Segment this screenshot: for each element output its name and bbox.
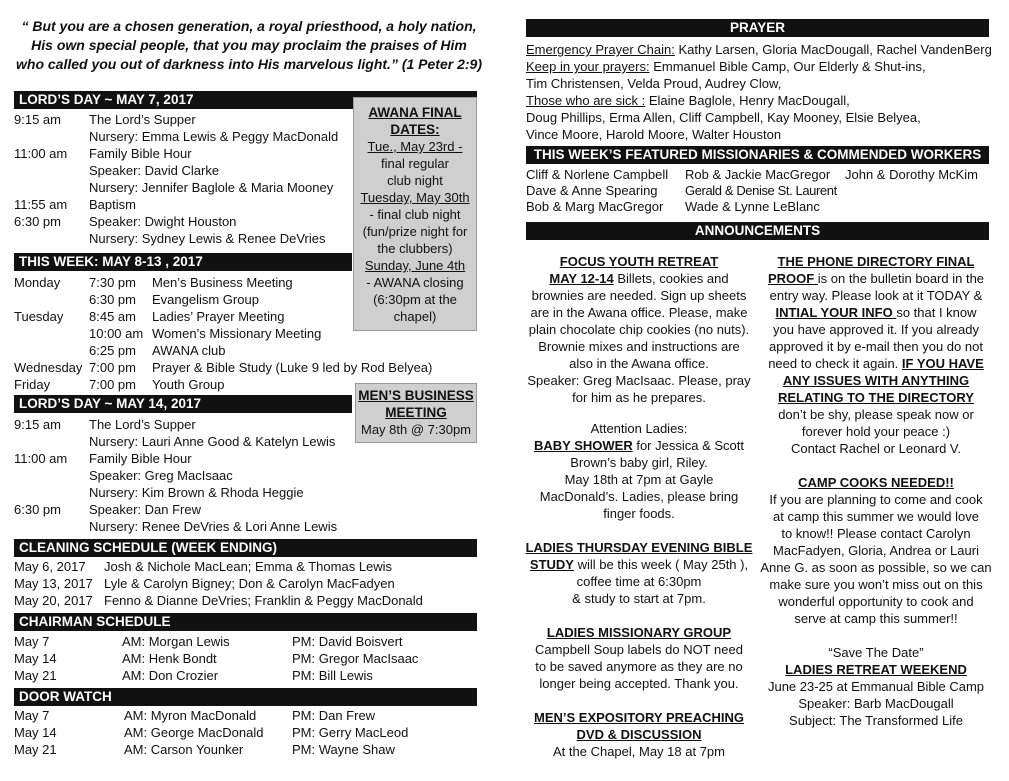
phone-directory-line: Contact Rachel or Leonard V. <box>790 441 962 456</box>
phone-directory-line: you have approved it. If you already <box>773 322 979 337</box>
baby-shower-line: May 18th at 7pm at Gayle <box>564 472 714 487</box>
missionary-name: John & Dorothy McKim <box>845 167 978 182</box>
phone-directory-text-3: so that I know <box>896 305 977 320</box>
chairman-header: CHAIRMAN SCHEDULE <box>14 613 477 631</box>
youth-retreat-line: brownies are needed. Sign up sheets <box>531 288 747 303</box>
door-watch-row-cell: AM: Myron MacDonald <box>124 708 257 723</box>
prayer-header: PRAYER <box>526 19 989 37</box>
awana-line: (fun/prize night for <box>362 224 468 239</box>
chairman-row-cell: AM: Morgan Lewis <box>122 634 230 649</box>
cleaning-row-cell: May 20, 2017 <box>14 593 93 608</box>
announcements-left-column <box>522 253 756 760</box>
prayer-line-3: Tim Christensen, Velda Proud, Audrey Clow, <box>526 76 782 91</box>
youth-retreat-line: also in the Awana office. <box>569 356 709 371</box>
phone-directory-line: approved it by e-mail then you do not <box>769 339 983 354</box>
baby-shower-text-1: for Jessica & Scott <box>632 438 744 453</box>
cleaning-header: CLEANING SCHEDULE (WEEK ENDING) <box>14 539 477 557</box>
schedule-row-cell: Nursery: Renee DeVries & Lori Anne Lewis <box>89 519 338 534</box>
phone-directory-line-2: entry way. Please look at it TODAY & <box>769 288 983 303</box>
schedule-row-cell: 9:15 am <box>14 417 61 432</box>
announcements-header: ANNOUNCEMENTS <box>526 222 989 240</box>
prayer-list <box>526 41 996 143</box>
schedule-row-cell: 11:00 am <box>14 146 68 161</box>
missionaries-header: THIS WEEK’S FEATURED MISSIONARIES & COMMENDED WORKERS <box>526 146 989 164</box>
door-watch-row-cell: May 14 <box>14 725 57 740</box>
ladies-retreat-lines <box>758 678 994 729</box>
schedule-row-cell: Speaker: Dan Frew <box>89 502 201 517</box>
phone-directory-bold-1: ANY ISSUES WITH ANYTHING <box>782 373 970 388</box>
phone-directory-initial: INTIAL YOUR INFO <box>775 305 897 320</box>
mens-meeting-time: May 8th @ 7:30pm <box>360 422 472 437</box>
spacer <box>522 607 756 624</box>
schedule-row-cell: The Lord’s Supper <box>89 112 196 127</box>
awana-line: - AWANA closing <box>366 275 464 290</box>
prayer-line-1 <box>526 41 996 58</box>
phone-directory-line: forever hold your peace :) <box>801 424 951 439</box>
baby-shower-lines <box>522 454 756 522</box>
ladies-missionary-title: LADIES MISSIONARY GROUP <box>546 625 732 640</box>
youth-retreat-date: MAY 12-14 <box>549 271 614 286</box>
camp-cooks-line: If you are planning to come and cook <box>769 492 983 507</box>
cleaning-row-cell: Fenno & Dianne DeVries; Franklin & Peggy MacDonald <box>104 593 423 608</box>
ladies-study-line: & study to start at 7pm. <box>572 591 706 606</box>
camp-cooks-line: at camp this summer we would love <box>773 509 979 524</box>
camp-cooks-line: to know!! Please contact Carolyn <box>781 526 971 541</box>
ladies-study-title-2: STUDY <box>529 557 574 572</box>
chairman-row-cell: AM: Don Crozier <box>122 668 219 683</box>
missionary-name: Bob & Marg MacGregor <box>526 199 664 214</box>
schedule-row-cell: Prayer & Bible Study (Luke 9 led by Rod Belyea) <box>152 360 433 375</box>
phone-directory-tail <box>758 406 994 457</box>
scripture-quote <box>14 17 484 74</box>
schedule-row-cell: Speaker: Dwight Houston <box>89 214 237 229</box>
ladies-retreat-title: LADIES RETREAT WEEKEND <box>785 662 967 677</box>
ladies-study-lines <box>522 573 756 607</box>
schedule-row-cell: 11:00 am <box>14 451 68 466</box>
schedule-row-cell: Nursery: Sydney Lewis & Renee DeVries <box>89 231 326 246</box>
camp-cooks-line: MacFadyen, Gloria, Andrea or Lauri <box>773 543 979 558</box>
schedule-row-cell: Men’s Business Meeting <box>152 275 293 290</box>
phone-directory-line: don’t be shy, please speak now or <box>778 407 974 422</box>
ladies-retreat-line: June 23-25 at Emmanual Bible Camp <box>767 679 985 694</box>
quote-line-1: “ But you are a chosen generation, a royal priesthood, a holy nation, <box>21 18 477 34</box>
ladies-study-line-1 <box>522 556 756 573</box>
chairman-row-cell: May 21 <box>14 668 57 683</box>
awana-line: Sunday, June 4th <box>364 258 466 273</box>
quote-line-2: His own special people, that you may proclaim the praises of Him <box>31 37 467 53</box>
schedule-row-cell: Family Bible Hour <box>89 451 192 466</box>
door-watch-row-cell: PM: Wayne Shaw <box>292 742 395 757</box>
chairman-row-cell: PM: Gregor MacIsaac <box>292 651 419 666</box>
awana-line: - final club night <box>369 207 461 222</box>
door-watch-row-cell: AM: George MacDonald <box>124 725 264 740</box>
schedule-row-cell: Youth Group <box>152 377 225 392</box>
schedule-row-cell: 9:15 am <box>14 112 61 127</box>
baby-shower-line-1 <box>522 437 756 454</box>
mens-preaching-title-1: MEN’S EXPOSITORY PREACHING <box>534 710 744 725</box>
ladies-missionary-line: Campbell Soup labels do NOT need <box>535 642 743 657</box>
missionary-name: Dave & Anne Spearing <box>526 183 658 198</box>
missionary-name: Cliff & Norlene Campbell <box>526 167 669 182</box>
cleaning-row-cell: Josh & Nichole MacLean; Emma & Thomas Lewis <box>104 559 393 574</box>
phone-directory-proof: PROOF <box>767 271 818 286</box>
door-watch-row-cell: PM: Gerry MacLeod <box>292 725 409 740</box>
mens-title-2: MEETING <box>385 405 447 420</box>
emergency-chain-label: Emergency Prayer Chain: <box>526 42 675 57</box>
camp-cooks-title: CAMP COOKS NEEDED!! <box>798 475 954 490</box>
ladies-retreat-line: Speaker: Barb MacDougall <box>798 696 954 711</box>
awana-line: the clubbers) <box>377 241 453 256</box>
missionary-name: Wade & Lynne LeBlanc <box>685 199 820 214</box>
baby-shower-title: BABY SHOWER <box>534 438 633 453</box>
schedule-row-cell: Tuesday <box>14 309 64 324</box>
ladies-study-title-1: LADIES THURSDAY EVENING BIBLE <box>525 540 753 555</box>
schedule-row-cell: Nursery: Jennifer Baglole & Maria Mooney <box>89 180 334 195</box>
phone-directory-line-3 <box>758 304 994 321</box>
camp-cooks-line: Anne G. as soon as possible, so we can <box>760 560 992 575</box>
quote-reference: (1 Peter 2:9) <box>401 56 482 72</box>
awana-line: Tue., May 23rd - <box>367 139 463 154</box>
youth-retreat-line: plain chocolate chip cookies (no nuts). <box>528 322 750 337</box>
schedule-row-cell: 6:30 pm <box>14 502 61 517</box>
schedule-row-cell: 11:55 am <box>14 197 68 212</box>
door-watch-header: DOOR WATCH <box>14 688 477 706</box>
phone-directory-line-1 <box>758 270 994 287</box>
schedule-row-cell: Ladies’ Prayer Meeting <box>152 309 285 324</box>
phone-directory-line-6 <box>758 355 994 372</box>
phone-directory-text-6: need to check it again. <box>768 356 902 371</box>
cleaning-row-cell: Lyle & Carolyn Bigney; Don & Carolyn MacFadyen <box>104 576 395 591</box>
youth-retreat-line: for him as he prepares. <box>572 390 706 405</box>
lords-day-2-header: LORD’S DAY ~ MAY 14, 2017 <box>14 395 352 413</box>
phone-directory-lines <box>758 321 994 355</box>
mens-business-box <box>355 383 477 443</box>
schedule-row-cell: Baptism <box>89 197 136 212</box>
ladies-retreat-line: Subject: The Transformed Life <box>789 713 963 728</box>
chairman-row-cell: May 7 <box>14 634 50 649</box>
schedule-row-cell: Evangelism Group <box>152 292 259 307</box>
keep-in-prayers-label: Keep in your prayers: <box>526 59 650 74</box>
cleaning-row-cell: May 13, 2017 <box>14 576 93 591</box>
door-watch-row-cell: PM: Dan Frew <box>292 708 376 723</box>
schedule-row-cell: 7:00 pm <box>89 377 136 392</box>
schedule-row-cell: Friday <box>14 377 51 392</box>
prayer-line-2 <box>526 58 996 75</box>
youth-retreat-line: Brownie mixes and instructions are <box>538 339 740 354</box>
schedule-row-cell: Nursery: Lauri Anne Good & Katelyn Lewis <box>89 434 336 449</box>
lords-day-1-header: LORD’S DAY ~ MAY 7, 2017 <box>14 91 477 109</box>
phone-directory-text-1: is on the bulletin board in the <box>817 271 985 286</box>
schedule-row-cell: Family Bible Hour <box>89 146 192 161</box>
mens-preaching-title-2: DVD & DISCUSSION <box>576 727 702 742</box>
missionary-name: Rob & Jackie MacGregor <box>685 167 831 182</box>
this-week-header: THIS WEEK: MAY 8-13 , 2017 <box>14 253 352 271</box>
schedule-row-cell: 6:30 pm <box>89 292 136 307</box>
spacer <box>522 692 756 709</box>
awana-lines <box>354 138 476 325</box>
announcements-right-column <box>758 253 994 729</box>
youth-retreat-line-1 <box>522 270 756 287</box>
awana-line: chapel) <box>393 309 437 324</box>
schedule-row-cell: The Lord’s Supper <box>89 417 196 432</box>
baby-shower-line: Brown’s baby girl, Riley. <box>570 455 708 470</box>
awana-line: (6:30pm at the <box>373 292 457 307</box>
ladies-missionary-line: to be saved anymore as they are no <box>535 659 743 674</box>
schedule-row-cell: 7:30 pm <box>89 275 136 290</box>
youth-retreat-title: FOCUS YOUTH RETREAT <box>559 254 719 269</box>
schedule-row-cell: 6:30 pm <box>14 214 61 229</box>
chairman-row-cell: May 14 <box>14 651 57 666</box>
schedule-row-cell: Nursery: Emma Lewis & Peggy MacDonald <box>89 129 339 144</box>
spacer <box>522 406 756 420</box>
awana-line: club night <box>387 173 443 188</box>
schedule-row-cell: 6:25 pm <box>89 343 136 358</box>
chairman-row-cell: PM: David Boisvert <box>292 634 403 649</box>
ladies-study-text-1: will be this week ( May 25th ), <box>573 557 749 572</box>
mens-title-1: MEN’S BUSINESS <box>358 388 474 403</box>
awana-title-2: DATES: <box>390 122 440 137</box>
youth-retreat-line: Speaker: Greg MacIsaac. Please, pray <box>527 373 751 388</box>
ladies-study-line: coffee time at 6:30pm <box>576 574 702 589</box>
attention-ladies: Attention Ladies: <box>590 421 688 436</box>
schedule-row-cell: 10:00 am <box>89 326 144 341</box>
awana-line: Tuesday, May 30th <box>360 190 470 205</box>
ladies-missionary-line: longer being accepted. Thank you. <box>539 676 739 691</box>
spacer <box>758 627 994 644</box>
youth-retreat-lines <box>522 287 756 406</box>
chairman-row-cell: PM: Bill Lewis <box>292 668 373 683</box>
emergency-chain-names: Kathy Larsen, Gloria MacDougall, Rachel VandenBerg <box>674 42 992 57</box>
sick-label: Those who are sick : <box>526 93 646 108</box>
door-watch-row-cell: May 7 <box>14 708 50 723</box>
cleaning-row-cell: May 6, 2017 <box>14 559 86 574</box>
door-watch-row-cell: May 21 <box>14 742 57 757</box>
missionary-name: Gerald & Denise St. Laurent <box>685 183 837 198</box>
prayer-line-4 <box>526 92 996 109</box>
schedule-row-cell: 8:45 am <box>89 309 136 324</box>
youth-retreat-text-1: Billets, cookies and <box>613 271 729 286</box>
quote-line-3-text: who called you out of darkness into His marvelous light.” <box>16 56 398 72</box>
phone-directory-ifyou: IF YOU HAVE <box>901 356 984 371</box>
awana-line: final regular <box>381 156 449 171</box>
ladies-missionary-lines <box>522 641 756 692</box>
schedule-row-cell: Women’s Missionary Meeting <box>152 326 322 341</box>
schedule-row-cell: AWANA club <box>152 343 226 358</box>
baby-shower-line: MacDonald’s. Ladies, please bring <box>539 489 739 504</box>
phone-directory-bold-2: RELATING TO THE DIRECTORY <box>778 390 974 405</box>
schedule-row-cell: Speaker: David Clarke <box>89 163 220 178</box>
save-the-date: “Save The Date” <box>828 645 924 660</box>
phone-directory-title: THE PHONE DIRECTORY FINAL <box>777 254 975 269</box>
camp-cooks-line: wonderful opportunity to cook and <box>778 594 974 609</box>
door-watch-row-cell: AM: Carson Younker <box>124 742 244 757</box>
keep-in-prayers-names: Emmanuel Bible Camp, Our Elderly & Shut-ins, <box>649 59 926 74</box>
awana-title-1: AWANA FINAL <box>368 105 462 120</box>
baby-shower-line: finger foods. <box>603 506 675 521</box>
camp-cooks-line: make sure you won’t miss out on this <box>769 577 983 592</box>
chairman-row-cell: AM: Henk Bondt <box>122 651 217 666</box>
awana-dates-box <box>353 97 477 331</box>
mens-preaching-line: At the Chapel, May 18 at 7pm <box>553 744 725 759</box>
youth-retreat-line: are in the Awana office. Please, make <box>530 305 748 320</box>
schedule-row-cell: Nursery: Kim Brown & Rhoda Heggie <box>89 485 304 500</box>
spacer <box>522 522 756 539</box>
schedule-row-cell: Monday <box>14 275 61 290</box>
camp-cooks-line: serve at camp this summer!! <box>794 611 958 626</box>
quote-line-3 <box>14 55 484 74</box>
spacer <box>758 457 994 474</box>
sick-names: Elaine Baglole, Henry MacDougall, <box>645 93 850 108</box>
schedule-row-cell: Wednesday <box>14 360 83 375</box>
schedule-row-cell: 7:00 pm <box>89 360 136 375</box>
schedule-row-cell: Speaker: Greg MacIsaac <box>89 468 233 483</box>
prayer-line-5: Doug Phillips, Erma Allen, Cliff Campbell, Kay Mooney, Elsie Belyea, <box>526 110 921 125</box>
prayer-line-6: Vince Moore, Harold Moore, Walter Houston <box>526 127 782 142</box>
camp-cooks-lines <box>758 491 994 627</box>
